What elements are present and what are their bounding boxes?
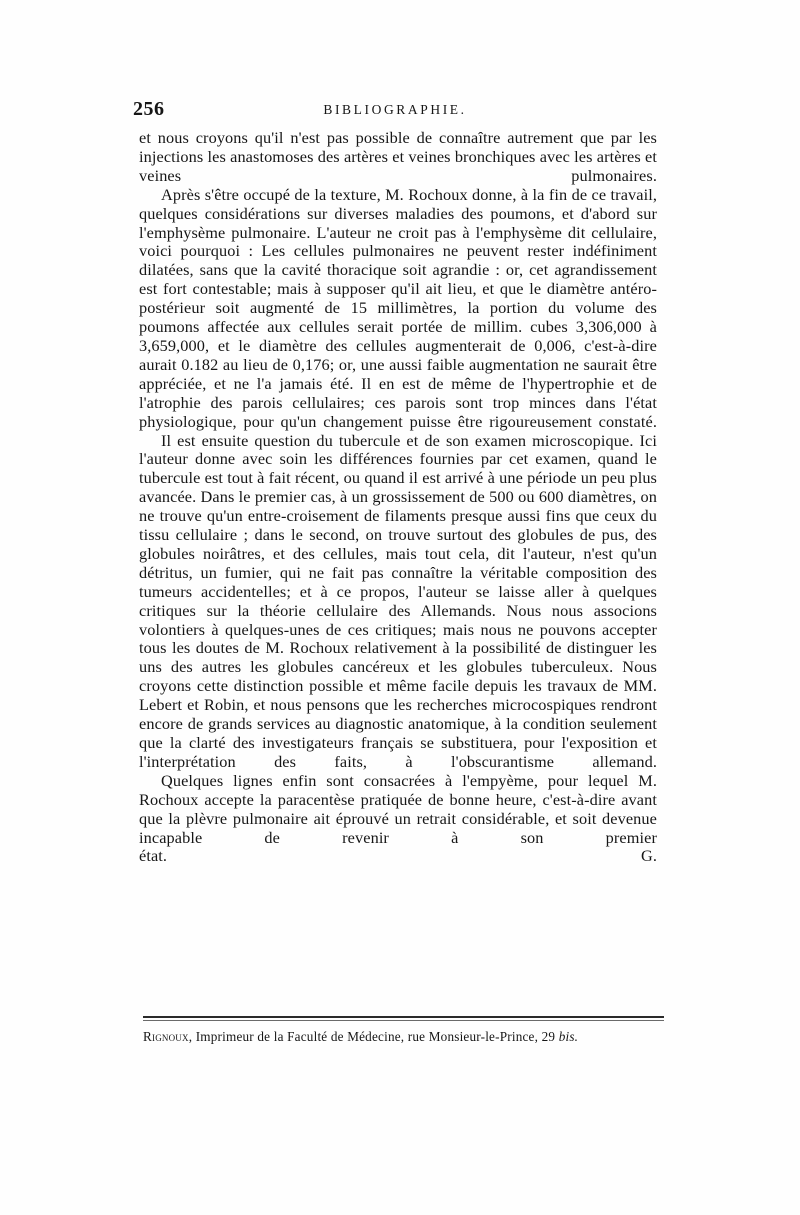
paragraph-empyema: Quelques lignes enfin sont consacrées à l'empyème, pour lequel M. Rochoux accepte la paracentèse pratiquée de bonne heure, c'est-à-dire avant que la plèvre pulmonaire ait éprouvé un retrait considérable, et soit devenue incapable de revenir à son premier <box>139 770 657 847</box>
paragraph-emphysema: Après s'être occupé de la texture, M. Rochoux donne, à la fin de ce travail, quelques considérations sur diverses maladies des poumons, et d'abord sur l'emphysème pulmonaire. L'auteur ne croit pas à l'emphysème dit cellulaire, voici pourquoi : Les cellules pulmonaires ne peuvent rester indéfiniment dilatées, sans que la cavité thoracique soit agrandie : or, cet agrandissement est fort contestable; mais à supposer qu'il ait lieu, et que le diamètre antéro-postérieur soit augmenté de 15 millimètres, la portion du volume des poumons affectée aux cellules serait portée de millim. cubes 3,306,000 à 3,659,000, et le diamètre des cellules augmenterait de 0,006, c'est-à-dire aurait 0.182 au lieu de 0,176; or, une aussi faible augmentation ne saurait être appréciée, et ne l'a jamais été. Il en est de même de l'hypertrophie et de l'atrophie des parois cellulaires; ces parois sont trop minces dans l'état physiologique, pour qu'un changement puisse être rigoureusement constaté. <box>139 184 657 431</box>
footer-rule <box>143 1016 664 1018</box>
running-head <box>133 98 657 124</box>
main-text <box>139 129 657 866</box>
signature: G. <box>640 846 657 866</box>
printer-name: Rignoux <box>143 1029 189 1044</box>
paragraph-tubercle: Il est ensuite question du tubercule et de son examen microscopique. Ici l'auteur donne avec soin les différences fournies par cet examen, quand le tubercule est tout à fait récent, ou quand il est arrivé à une période un peu plus avancée. Dans le premier cas, à un grossissement de 500 ou 600 diamètres, on ne trouve qu'un entre-croisement de filaments presque aussi fins que ceux du tissu cellulaire ; dans le second, on trouve surtout des globules de pus, des globules noirâtres, et des cellules, mais tout cela, dit l'auteur, n'est qu'un détritus, un fumier, qui ne fait pas connaître la véritable composition des tumeurs accidentelles; et à ce propos, l'auteur se laisse aller à quelques critiques sur la théorie cellulaire des Allemands. Nous nous associons volontiers à quelques-unes de ces critiques; mais nous ne pouvons accepter tous les doutes de M. Rochoux relativement à la possibilité de distinguer les uns des autres les globules cancéreux et les globules tuberculeux. Nous croyons cette distinction possible et même facile depuis les travaux de MM. Lebert et Robin, et nous pensons que les recherches microcospiques rendront encore de grands services au diagnostic anatomique, à la condition seulement que la clarté des investigateurs français se substituera, pour l'exposition et l'interprétation des faits, à l'obscurantisme allemand. <box>139 430 657 771</box>
printer-details: , Imprimeur de la Faculté de Médecine, rue Monsieur-le-Prince, 29 <box>188 1029 556 1044</box>
address-suffix: bis. <box>558 1029 579 1044</box>
footer-rule-thin <box>143 1020 664 1021</box>
running-title: BIBLIOGRAPHIE. <box>323 102 467 117</box>
closing-word: état. <box>139 846 168 866</box>
closing-line <box>139 847 657 866</box>
printer-imprint <box>143 1029 667 1045</box>
page-number: 256 <box>133 98 165 120</box>
paragraph-continuation: et nous croyons qu'il n'est pas possible de connaître autrement que par les injections les anastomoses des artères et veines bronchiques avec les artères et veines pulmonaires. <box>139 128 657 185</box>
